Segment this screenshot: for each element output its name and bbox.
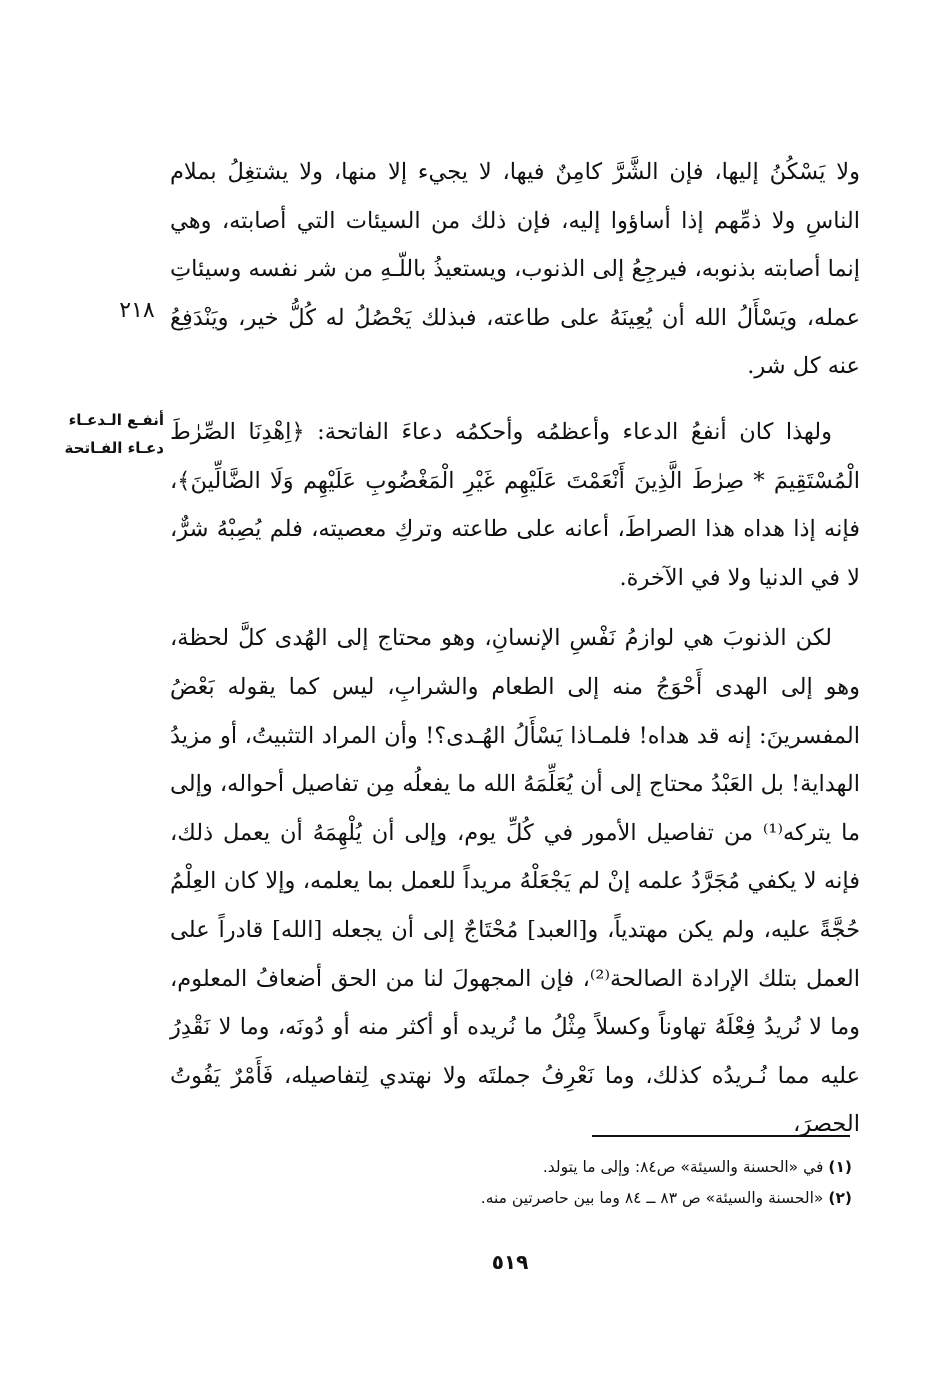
side-heading-line-1: أنفـع الـدعـاء bbox=[68, 411, 164, 429]
footnotes bbox=[170, 1152, 852, 1214]
footnote-2 bbox=[170, 1183, 852, 1214]
footnote-1 bbox=[170, 1152, 852, 1183]
margin-number: ٢١٨ bbox=[119, 298, 155, 323]
page-number: ٥١٩ bbox=[491, 1250, 529, 1274]
side-heading bbox=[14, 406, 164, 462]
footnote-1-text: في «الحسنة والسيئة» ص٨٤: وإلى ما يتولد. bbox=[542, 1158, 824, 1176]
footnote-1-number: (١) bbox=[828, 1158, 852, 1176]
main-text-block bbox=[170, 148, 860, 1149]
paragraph-1: ولا يَسْكُنُ إليها، فإن الشَّرَّ كامِنٌ فيها، لا يجيء إلا منها، ولا يشتغِلُ بملام الناسِ ولا ذمِّهم إذا أساؤوا إليه، فإن ذلك من السيئات التي أصابته، وهي إنما أصابته بذنوبه، فيرجِعُ إلى الذنوب، ويستعيذُ باللّـهِ من شر نفسه وسيئاتِ عمله، ويَسْأَلُ الله أن يُعِينَهُ على طاعته، فبذلك يَحْصُلُ له كُلُّ خير، ويَنْدَفِعُ عنه كل شر. bbox=[170, 159, 860, 380]
footnote-separator bbox=[592, 1135, 850, 1137]
footnote-2-text: «الحسنة والسيئة» ص ٨٣ ــ ٨٤ وما بين حاصرتين منه. bbox=[480, 1189, 824, 1207]
paragraph-2: ولهذا كان أنفعُ الدعاء وأعظمُه وأحكمُه دعاءَ الفاتحة: ﴿اِهْدِنَا الصِّرٰطَ الْمُسْتَقِيمَ * صِرٰطَ الَّذِينَ أَنْعَمْتَ عَلَيْهِم غَيْرِ الْمَغْضُوبِ عَلَيْهِم وَلَا الضَّالِّينَ﴾، فإنه إذا هداه هذا الصراطَ، أعانه على طاعته وتركِ معصيته، فلم يُصِبْهُ شرٌّ، لا في الدنيا ولا في الآخرة. bbox=[170, 418, 860, 591]
footnote-2-number: (٢) bbox=[828, 1189, 852, 1207]
paragraph-3: لكن الذنوبَ هي لوازمُ نَفْسِ الإنسانِ، وهو محتاج إلى الهُدى كلَّ لحظة، وهو إلى الهدى أَحْوَجُ منه إلى الطعام والشرابِ، ليس كما يقوله بَعْضُ المفسرينَ: إنه قد هداه! فلمـاذا يَسْأَلُ الهُـدى؟! وأن المراد التثبيتُ، أو مزيدُ الهداية! بل العَبْدُ محتاج إلى أن يُعَلِّمَهُ الله ما يفعلُه مِن تفاصيل أحواله، وإلى ما يتركه⁽¹⁾ من تفاصيل الأمور في كُلِّ يوم، وإلى أن يُلْهِمَهُ أن يعمل ذلك، فإنه لا يكفي مُجَرَّدُ علمه إنْ لم يَجْعَلْهُ مريداً للعمل بما يعلمه، وإلا كان العِلْمُ حُجَّةً عليه، ولم يكن مهتدياً، و[العبد] مُحْتَاجٌ إلى أن يجعله [الله] قادراً على العمل بتلك الإرادة الصالحة⁽²⁾، فإن المجهولَ لنا من الحق أضعافُ المعلوم، وما لا نُريدُ فِعْلَهُ تهاوناً وكسلاً مِثْلُ ما نُريده أو أكثر منه أو دُونَه، وما لا نَقْدِرُ عليه مما نُـريدُه كذلك، وما نَعْرِفُ جملتَه ولا نهتدي لِتفاصيله، فَأَمْرٌ يَفُوتُ الحصرَ، bbox=[170, 625, 860, 1138]
side-heading-line-2: دعـاء الفـاتحة bbox=[64, 439, 164, 457]
